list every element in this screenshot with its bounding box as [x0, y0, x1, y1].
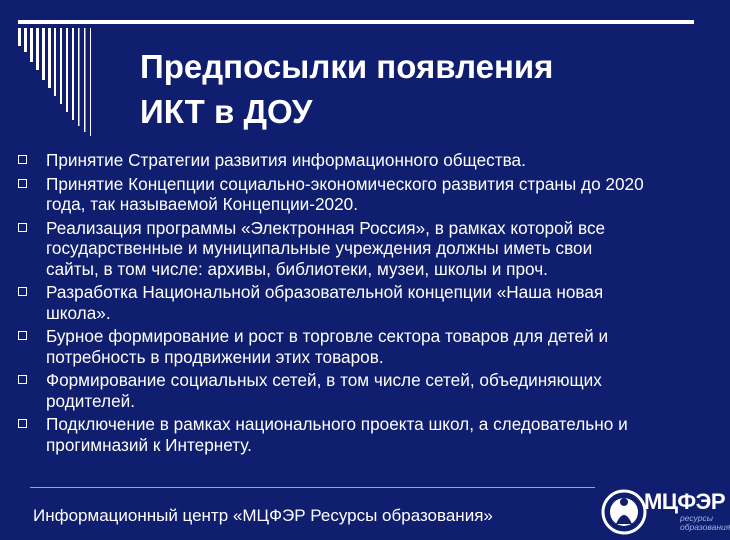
logo-subtitle-line: ресурсы — [680, 513, 713, 523]
bullet-text-line: родителей. — [46, 390, 135, 411]
slide-title — [140, 44, 700, 134]
footer-caption: Информационный центр «МЦФЭР Ресурсы образования» — [33, 506, 493, 525]
bullet-text-line: Формирование социальных сетей, в том числе сетей, объединяющих — [46, 370, 602, 390]
hollow-square-icon — [18, 155, 27, 164]
bullet-text-line: государственные и муниципальные учреждения должны иметь свои — [46, 238, 593, 258]
decorative-bars-icon — [18, 28, 138, 138]
hollow-square-icon — [18, 287, 27, 296]
footer-divider — [30, 487, 595, 488]
bullet-text-line: Подключение в рамках национального проекта школ, а следовательно и — [46, 414, 628, 434]
bullet-item — [16, 414, 706, 455]
logo-figure-icon — [600, 486, 648, 538]
logo-subtitle — [680, 514, 730, 532]
bullet-text-line: Принятие Стратегии развития информационного общества. — [46, 150, 526, 170]
bullet-text-line: потребность в продвижении этих товаров. — [46, 346, 384, 367]
bullet-item — [16, 218, 706, 280]
title-line-1: Предпосылки появления — [140, 48, 554, 85]
hollow-square-icon — [18, 223, 27, 232]
bullet-text-line: Принятие Концепции социально-экономического развития страны до 2020 — [46, 173, 644, 194]
hollow-square-icon — [18, 419, 27, 428]
hollow-square-icon — [18, 331, 27, 340]
bullet-text-line: прогимназий к Интернету. — [46, 434, 252, 455]
title-line-2: ИКТ в ДОУ — [140, 93, 313, 130]
bullet-text-line: Разработка Национальной образовательной концепции «Наша новая — [46, 282, 604, 302]
top-divider-line — [18, 20, 694, 24]
hollow-square-icon — [18, 179, 27, 188]
hollow-square-icon — [18, 375, 27, 384]
bullet-text-line: сайты, в том числе: архивы, библиотеки, музеи, школы и проч. — [46, 258, 548, 279]
bullet-text-line: Бурное формирование и рост в торговле сектора товаров для детей и — [46, 326, 609, 346]
bullet-text-line: школа». — [46, 302, 111, 323]
bullet-text-line: Реализация программы «Электронная Россия», в рамках которой все — [46, 217, 606, 238]
logo-subtitle-line: образования — [680, 522, 730, 532]
mcfer-logo-icon — [600, 486, 730, 540]
bullet-item — [16, 370, 706, 411]
bullet-list — [16, 150, 706, 458]
bullet-item — [16, 174, 706, 215]
bullet-item — [16, 150, 706, 171]
bullet-text-line: года, так называемой Концепции-2020. — [46, 194, 359, 214]
logo-name: МЦФЭР — [644, 489, 725, 514]
bullet-item — [16, 282, 706, 323]
bullet-item — [16, 326, 706, 367]
